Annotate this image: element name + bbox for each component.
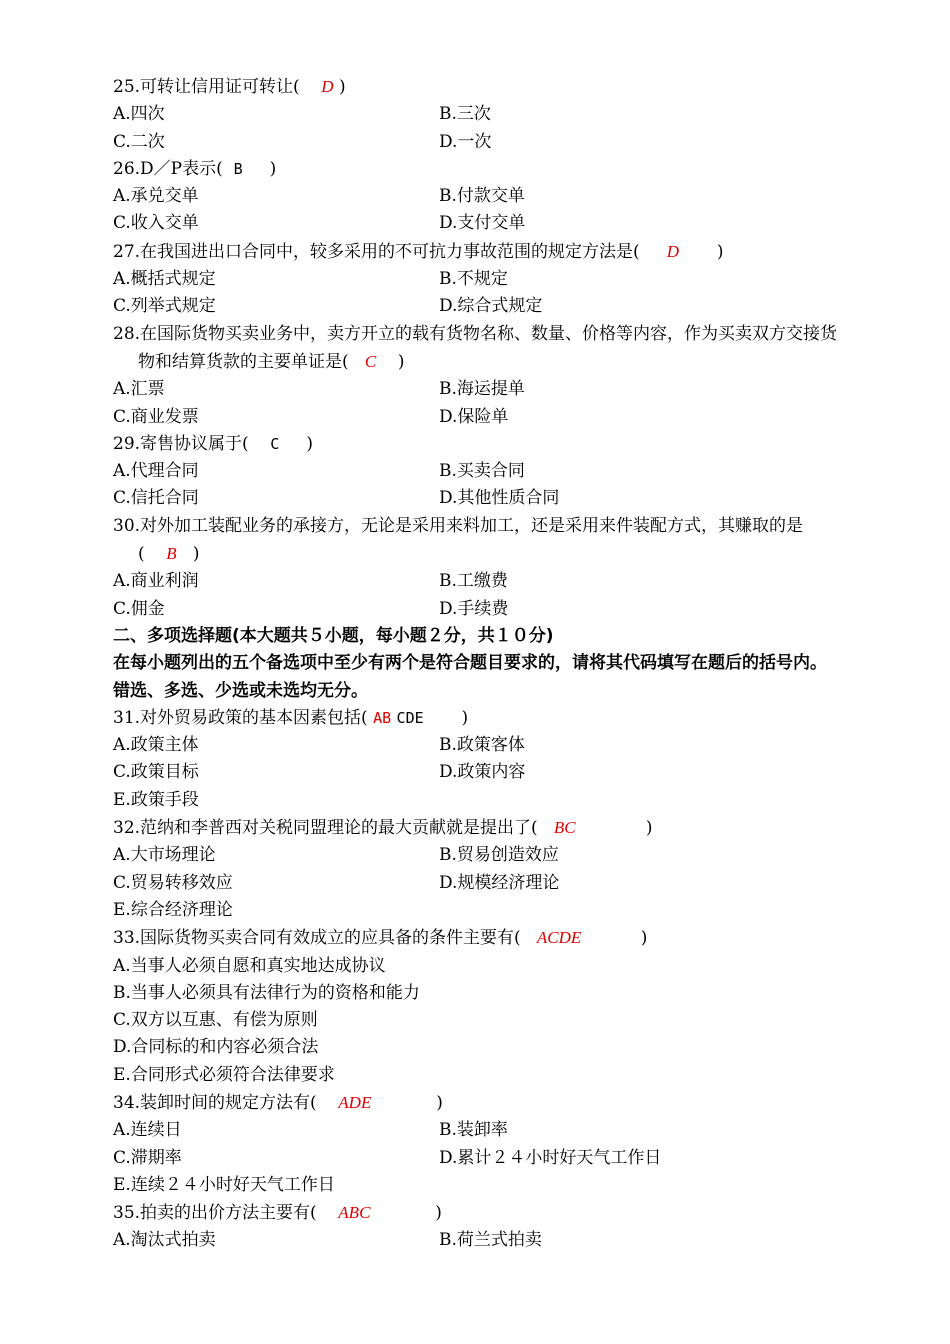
option-b: B.付款交单 <box>439 186 525 207</box>
option-a: A.淘汰式拍卖 <box>113 1230 216 1251</box>
option-a: A.汇票 <box>113 379 165 400</box>
option-b: B.政策客体 <box>439 735 525 756</box>
option-a: A.政策主体 <box>113 735 199 756</box>
option-c: C.列举式规定 <box>113 296 216 317</box>
option-c: C.收入交单 <box>113 213 199 234</box>
option-e: E.连续２４小时好天气工作日 <box>113 1174 335 1195</box>
option-c: C.贸易转移效应 <box>113 872 233 893</box>
stem-text: 25.可转让信用证可转让( <box>113 77 300 97</box>
answer: ACDE <box>536 928 582 948</box>
option-a: A.大市场理论 <box>113 845 216 866</box>
section-title: 二、多项选择题(本大题共５小题，每小题２分，共１０分) <box>113 625 554 646</box>
options <box>113 458 843 513</box>
question-stem <box>113 513 843 569</box>
options <box>113 266 843 321</box>
question-stem <box>113 924 843 952</box>
option-e: E.合同形式必须符合法律要求 <box>113 1064 335 1085</box>
options <box>113 183 843 238</box>
option-c: C.佣金 <box>113 598 165 619</box>
stem-end: ) <box>435 1203 442 1224</box>
stem-end: ) <box>645 818 653 839</box>
stem-end: ) <box>397 351 405 372</box>
option-d: D.一次 <box>439 131 492 152</box>
option-e: E.综合经济理论 <box>113 899 233 920</box>
answer: D <box>321 77 334 96</box>
option-d: D.政策内容 <box>439 762 526 783</box>
question-35 <box>113 1199 843 1255</box>
option-b: B.荷兰式拍卖 <box>439 1230 542 1251</box>
option-a: A.代理合同 <box>113 461 199 482</box>
stem-end: ) <box>338 77 346 97</box>
options <box>113 953 843 1089</box>
stem-text: 26.D／P表示( <box>113 158 223 179</box>
option-b: B.买卖合同 <box>439 461 525 482</box>
answer: BC <box>553 818 576 838</box>
answer-marked: AB <box>373 708 392 727</box>
option-d: D.综合式规定 <box>439 296 543 317</box>
option-c: C.双方以互惠、有偿为原则 <box>113 1010 318 1031</box>
question-stem <box>113 321 843 377</box>
question-stem <box>113 431 843 458</box>
options <box>113 732 843 814</box>
option-b: B.装卸率 <box>439 1120 508 1141</box>
options <box>113 1117 843 1199</box>
option-a: A.概括式规定 <box>113 269 216 290</box>
question-stem <box>113 1089 843 1117</box>
question-25 <box>113 73 843 156</box>
answer: B <box>233 159 243 178</box>
question-stem <box>113 238 843 266</box>
option-a: A.四次 <box>113 104 165 125</box>
option-e: E.政策手段 <box>113 789 199 810</box>
stem-text: 29.寄售协议属于( <box>113 433 249 454</box>
question-27 <box>113 238 843 321</box>
stem-text: 35.拍卖的出价方法主要有( <box>113 1203 317 1224</box>
section-instructions: 在每小题列出的五个备选项中至少有两个是符合题目要求的，请将其代码填写在题后的括号内。错选、多选、少选或未选均无分。 <box>113 653 827 701</box>
option-a: A.承兑交单 <box>113 186 199 207</box>
question-30 <box>113 513 843 623</box>
option-d: D.保险单 <box>439 406 509 427</box>
stem-end: ) <box>436 1092 443 1113</box>
stem-text: 31.对外贸易政策的基本因素包括( <box>113 707 368 728</box>
stem-end: ) <box>716 241 724 262</box>
option-b: B.工缴费 <box>439 571 508 592</box>
question-28 <box>113 321 843 431</box>
stem-end: ) <box>192 544 200 565</box>
stem-end: ) <box>306 433 313 454</box>
answer: ABC <box>338 1203 371 1223</box>
answer: C <box>270 434 280 453</box>
stem-end: ) <box>461 707 469 728</box>
option-d: D.手续费 <box>439 598 509 619</box>
answer-unmarked: CDE <box>396 708 424 727</box>
option-c: C.滞期率 <box>113 1147 182 1168</box>
option-a: A.连续日 <box>113 1120 182 1141</box>
question-31 <box>113 705 843 814</box>
option-d: D.其他性质合同 <box>439 488 560 509</box>
options <box>113 568 843 623</box>
stem-text: 32.范纳和李普西对关税同盟理论的最大贡献就是提出了( <box>113 818 538 839</box>
answer: D <box>666 241 679 261</box>
stem-text: 28.在国际货物买卖业务中，卖方开立的载有货物名称、数量、价格等内容，作为买卖双方交接货物和结算货款的主要单证是( <box>113 323 838 372</box>
option-a: A.当事人必须自愿和真实地达成协议 <box>113 955 386 976</box>
question-stem <box>113 705 843 732</box>
options <box>113 842 843 924</box>
question-33 <box>113 924 843 1089</box>
question-stem <box>113 73 843 101</box>
stem-text: 27.在我国进出口合同中，较多采用的不可抗力事故范围的规定方法是( <box>113 241 640 262</box>
option-c: C.商业发票 <box>113 406 199 427</box>
option-b: B.贸易创造效应 <box>439 845 559 866</box>
answer: ADE <box>338 1092 372 1112</box>
option-b: B.当事人必须具有法律行为的资格和能力 <box>113 982 420 1003</box>
option-b: B.不规定 <box>439 269 508 290</box>
stem-end: ) <box>269 158 277 179</box>
answer: B <box>166 544 177 564</box>
question-29 <box>113 431 843 513</box>
question-34 <box>113 1089 843 1199</box>
stem-text: 30.对外加工装配业务的承接方，无论是采用来料加工，还是采用来件装配方式，其赚取的是( <box>113 515 804 565</box>
option-d: D.支付交单 <box>439 213 526 234</box>
stem-text: 33.国际货物买卖合同有效成立的应具备的条件主要有( <box>113 928 521 949</box>
question-stem <box>113 156 843 183</box>
option-c: C.信托合同 <box>113 488 199 509</box>
options <box>113 1227 843 1254</box>
question-stem <box>113 1199 843 1227</box>
options <box>113 101 843 156</box>
option-c: C.二次 <box>113 131 165 152</box>
document-page <box>113 73 843 1255</box>
option-b: B.三次 <box>439 104 491 125</box>
option-a: A.商业利润 <box>113 571 199 592</box>
question-32 <box>113 814 843 924</box>
option-d: D.合同标的和内容必须合法 <box>113 1037 319 1058</box>
option-b: B.海运提单 <box>439 379 525 400</box>
question-stem <box>113 814 843 842</box>
stem-end: ) <box>640 928 648 949</box>
option-d: D.规模经济理论 <box>439 872 560 893</box>
options <box>113 376 843 431</box>
stem-text: 34.装卸时间的规定方法有( <box>113 1092 317 1113</box>
option-d: D.累计２４小时好天气工作日 <box>439 1147 662 1168</box>
answer: C <box>364 351 377 371</box>
question-26 <box>113 156 843 238</box>
option-c: C.政策目标 <box>113 762 199 783</box>
